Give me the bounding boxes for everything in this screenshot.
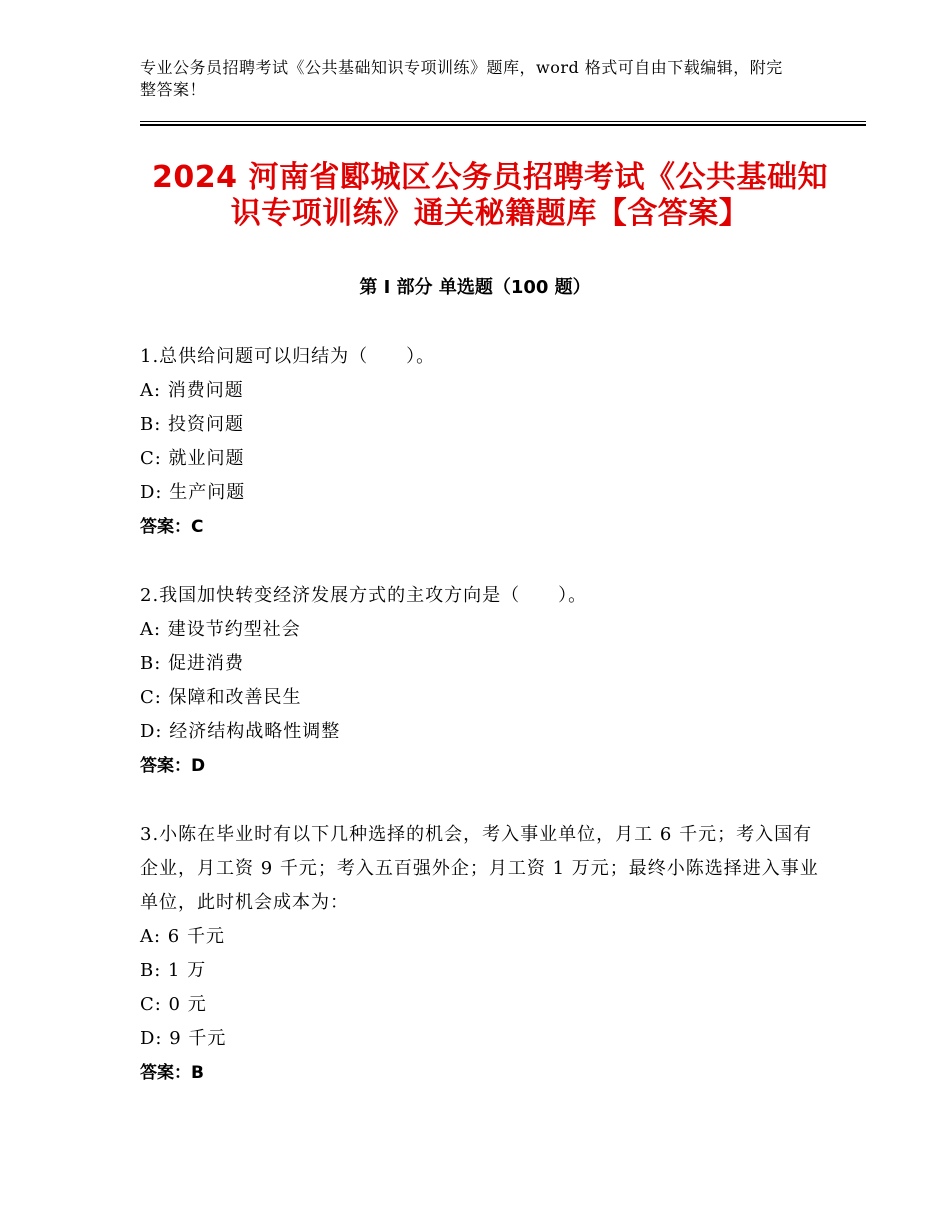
answer: 答案：C [140, 517, 204, 537]
option-b: B: 促进消费 [140, 653, 245, 674]
section-heading: 第 I 部分 单选题（100 题） [359, 277, 591, 298]
header-note: 专业公务员招聘考试《公共基础知识专项训练》题库，word 格式可自由下载编辑，附完整答案！ [140, 58, 783, 99]
option-a: A: 6 千元 [140, 926, 225, 947]
question-stem: 3.小陈在毕业时有以下几种选择的机会，考入事业单位，月工 6 千元；考入国有企业，月工资 9 千元；考入五百强外企；月工资 1 万元；最终小陈选择进入事业单位，此时机会成本为： [140, 824, 819, 913]
option-a: A: 消费问题 [140, 380, 244, 401]
answer: 答案：B [140, 1063, 204, 1083]
option-b: B: 投资问题 [140, 414, 245, 435]
option-c: C: 保障和改善民生 [140, 687, 302, 708]
option-d: D: 生产问题 [140, 482, 246, 503]
option-c: C: 就业问题 [140, 448, 245, 469]
option-d: D: 9 千元 [140, 1028, 227, 1049]
option-c: C: 0 元 [140, 994, 207, 1015]
header-divider-thick [140, 124, 866, 126]
question-stem: 2.我国加快转变经济发展方式的主攻方向是（ ）。 [140, 585, 588, 606]
question-3 [140, 818, 820, 1090]
answer: 答案：D [140, 756, 206, 776]
question-2 [140, 579, 820, 783]
header-divider-thin [140, 121, 866, 122]
option-d: D: 经济结构战略性调整 [140, 721, 341, 742]
question-1 [140, 340, 820, 544]
option-a: A: 建设节约型社会 [140, 619, 301, 640]
option-b: B: 1 万 [140, 960, 207, 981]
document-title: 2024 河南省郾城区公务员招聘考试《公共基础知识专项训练》通关秘籍题库【含答案】 [152, 160, 828, 231]
question-stem: 1.总供给问题可以归结为（ ）。 [140, 346, 436, 367]
